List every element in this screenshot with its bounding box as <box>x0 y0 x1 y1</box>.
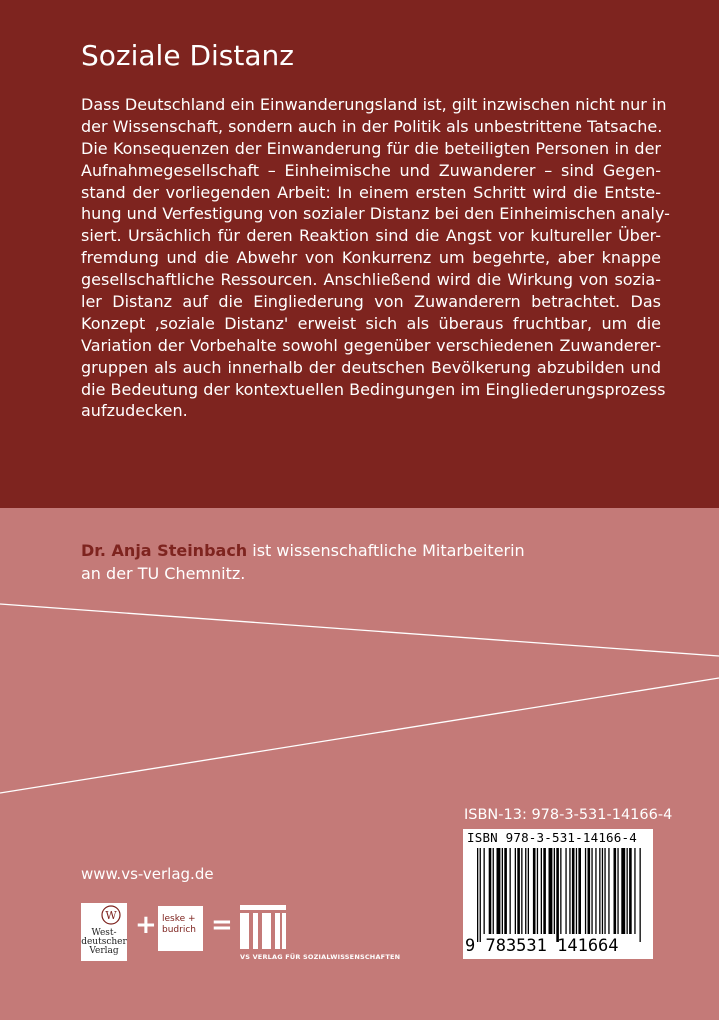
barcode-bar <box>502 848 503 934</box>
blurb <box>81 94 670 422</box>
barcode-bar <box>484 848 485 934</box>
vs-verlag-label: VS VERLAG FÜR SOZIALWISSENSCHAFTEN <box>240 953 401 961</box>
barcode-bar <box>588 848 591 934</box>
barcode-bar <box>569 848 570 934</box>
barcode-bar <box>602 848 603 934</box>
barcode-bar <box>614 848 617 934</box>
blurb-line: Variation der Vorbehalte sowohl gegenüber verschiedenen Zuwanderer- <box>81 335 661 355</box>
barcode-bar <box>477 848 478 942</box>
barcode-digits: 9 783531 141664 <box>465 936 619 956</box>
barcode-bar <box>617 848 618 934</box>
barcode-bar <box>517 848 520 934</box>
barcode-bar <box>541 848 542 934</box>
barcode-bar <box>604 848 605 934</box>
barcode-bar <box>591 848 592 934</box>
author-role: ist wissenschaftliche Mitarbeiterin <box>247 541 525 560</box>
leske-budrich-logo: leske + budrich <box>158 906 203 951</box>
top-panel <box>0 0 719 508</box>
barcode-bar <box>629 848 632 934</box>
blurb-line: die Bedeutung der kontextuellen Bedingungen im Eingliederungsprozess <box>81 379 666 399</box>
blurb-line: fremdung und die Abwehr von Konkurrenz um begehrte, aber knappe <box>81 248 661 268</box>
plus-sign: + <box>135 910 157 940</box>
barcode-bar <box>595 848 596 934</box>
barcode-bar <box>525 848 526 934</box>
barcode-bar <box>515 848 516 934</box>
isbn-number: ISBN-13: 978-3-531-14166-4 <box>464 807 673 823</box>
barcode-bar <box>493 848 494 934</box>
barcode-bar <box>599 848 600 934</box>
barcode-isbn-label: ISBN 978-3-531-14166-4 <box>467 830 637 845</box>
barcode-bar <box>572 848 575 934</box>
barcode-bar <box>554 848 555 934</box>
book-title: Soziale Distanz <box>81 39 294 72</box>
decorative-line-1 <box>0 604 719 656</box>
blurb-line: gesellschaftliche Ressourcen. Anschließend wird die Wirkung von sozia- <box>81 270 661 290</box>
barcode-bar <box>497 848 501 934</box>
barcode <box>463 829 653 959</box>
barcode-bar <box>528 848 529 934</box>
blurb-line: der Wissenschaft, sondern auch in der Politik als unbestrittene Tatsache. <box>81 116 663 136</box>
barcode-bar <box>578 848 581 934</box>
svg-text:W: W <box>105 909 117 922</box>
author-bio <box>81 539 525 585</box>
barcode-bar <box>537 848 538 934</box>
blurb-line: stand der vorliegenden Arbeit: In einem ersten Schritt wird die Entste- <box>81 182 661 202</box>
author-affiliation: an der TU Chemnitz. <box>81 564 246 583</box>
barcode-bar <box>489 848 492 934</box>
barcode-bar <box>521 848 522 934</box>
barcode-bar <box>480 848 481 942</box>
barcode-bar <box>576 848 577 934</box>
author-name: Dr. Anja Steinbach <box>81 541 248 560</box>
barcode-bar <box>560 848 561 934</box>
barcode-bar <box>634 848 635 934</box>
blurb-line: Aufnahmegesellschaft – Einheimische und Zuwanderer – sind Gegen- <box>81 160 661 180</box>
blurb-line: Die Konsequenzen der Einwanderung für die beteiligten Personen in der <box>81 138 661 158</box>
blurb-line: aufzudecken. <box>81 401 188 421</box>
barcode-bar <box>565 848 566 934</box>
blurb-line: Dass Deutschland ein Einwanderungsland ist, gilt inzwischen nicht nur in <box>81 95 667 114</box>
blurb-line: siert. Ursächlich für deren Reaktion sind die Angst vor kultureller Über- <box>81 226 661 246</box>
blurb-line: gruppen als auch innerhalb der deutschen Bevölkerung abzubilden und <box>81 357 661 377</box>
barcode-bar <box>510 848 511 934</box>
westdeutscher-verlag-logo: W West- deutscher Verlag <box>81 903 127 961</box>
barcode-bar <box>556 848 559 942</box>
barcode-bar <box>585 848 586 934</box>
barcode-bar <box>621 848 625 934</box>
barcode-bar <box>533 848 536 934</box>
blurb-line: Konzept ‚soziale Distanz' erweist sich als überaus fruchtbar, um die <box>81 313 661 333</box>
barcode-bar <box>549 848 553 934</box>
barcode-bar <box>608 848 609 934</box>
decorative-line-2 <box>0 678 719 793</box>
barcode-bar <box>627 848 628 934</box>
barcode-bar <box>640 848 641 942</box>
equals-sign: = <box>211 910 233 940</box>
publisher-website[interactable]: www.vs-verlag.de <box>81 865 214 883</box>
vs-verlag-logo-icon <box>240 905 290 951</box>
barcode-bar <box>504 848 507 934</box>
barcode-bar <box>543 848 546 934</box>
blurb-line: hung und Verfestigung von sozialer Distanz bei den Einheimischen analy- <box>81 204 670 224</box>
blurb-line: ler Distanz auf die Eingliederung von Zuwanderern betrachtet. Das <box>81 292 661 312</box>
w-monogram-icon <box>81 903 127 929</box>
